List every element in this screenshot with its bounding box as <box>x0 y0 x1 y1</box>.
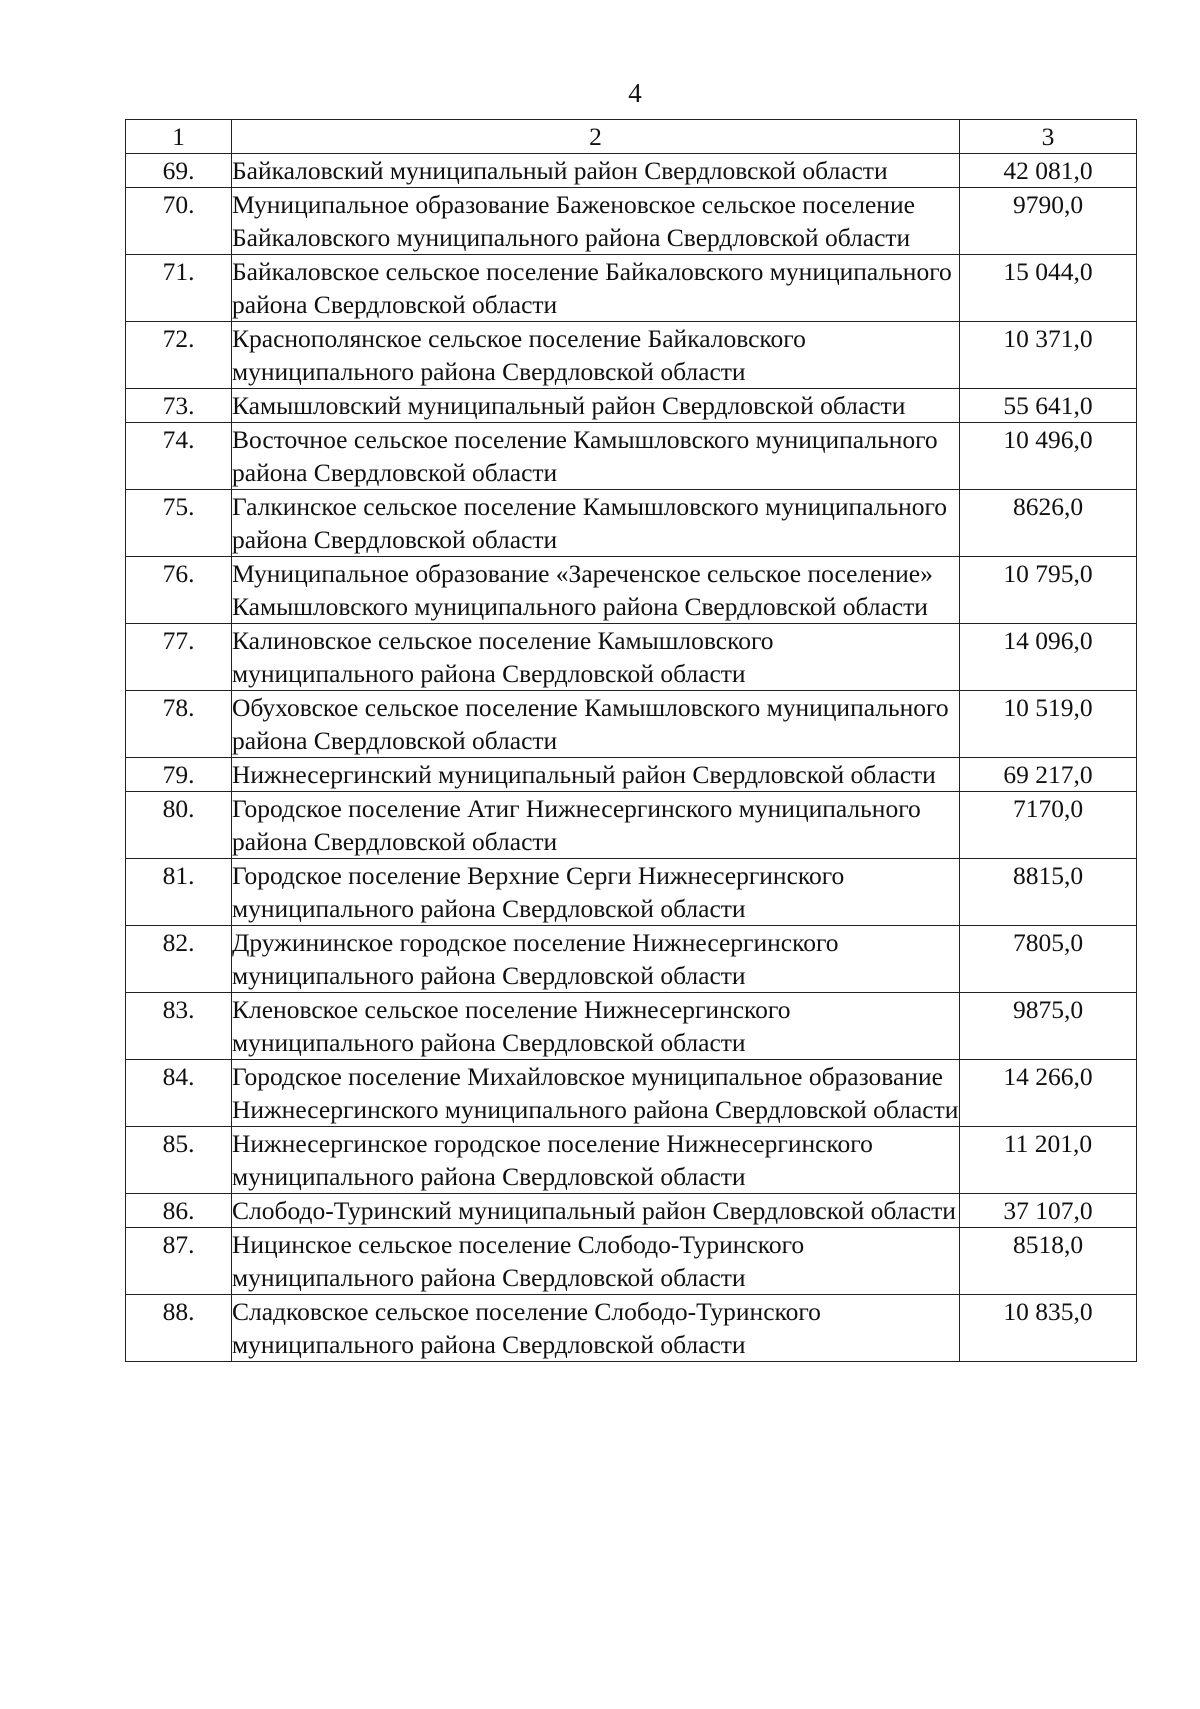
table-row <box>126 624 1137 691</box>
amount-value: 9790,0 <box>960 188 1137 255</box>
municipality-name: Краснополянское сельское поселение Байкаловского муниципального района Свердловской области <box>232 322 960 389</box>
table-row <box>126 322 1137 389</box>
municipality-name: Городское поселение Михайловское муниципальное образование Нижнесергинского муниципального района Свердловской области <box>232 1060 960 1127</box>
table-row <box>126 993 1137 1060</box>
amount-value: 55 641,0 <box>960 389 1137 423</box>
column-header-amount: 3 <box>960 120 1137 154</box>
table-row <box>126 255 1137 322</box>
municipality-name: Муниципальное образование Баженовское сельское поселение Байкаловского муниципального района Свердловской области <box>232 188 960 255</box>
table-row <box>126 758 1137 792</box>
amount-value: 10 496,0 <box>960 423 1137 490</box>
row-number: 72. <box>126 322 232 389</box>
amount-value: 14 096,0 <box>960 624 1137 691</box>
header-row <box>126 120 1137 154</box>
row-number: 87. <box>126 1228 232 1295</box>
row-number: 85. <box>126 1127 232 1194</box>
row-number: 81. <box>126 859 232 926</box>
amount-value: 7805,0 <box>960 926 1137 993</box>
table-row <box>126 691 1137 758</box>
row-number: 76. <box>126 557 232 624</box>
municipality-name: Нижнесергинский муниципальный район Свердловской области <box>232 758 960 792</box>
amount-value: 69 217,0 <box>960 758 1137 792</box>
row-number: 79. <box>126 758 232 792</box>
amount-value: 15 044,0 <box>960 255 1137 322</box>
amount-value: 10 795,0 <box>960 557 1137 624</box>
municipality-name: Восточное сельское поселение Камышловского муниципального района Свердловской области <box>232 423 960 490</box>
municipality-name: Кленовское сельское поселение Нижнесергинского муниципального района Свердловской области <box>232 993 960 1060</box>
table-row <box>126 859 1137 926</box>
municipality-name: Муниципальное образование «Зареченское сельское поселение» Камышловского муниципального района Свердловской области <box>232 557 960 624</box>
municipality-name: Калиновское сельское поселение Камышловского муниципального района Свердловской области <box>232 624 960 691</box>
municipality-name: Байкаловское сельское поселение Байкаловского муниципального района Свердловской области <box>232 255 960 322</box>
municipality-name: Галкинское сельское поселение Камышловского муниципального района Свердловской области <box>232 490 960 557</box>
amount-value: 10 371,0 <box>960 322 1137 389</box>
table-row <box>126 792 1137 859</box>
amount-value: 42 081,0 <box>960 154 1137 188</box>
table-row <box>126 188 1137 255</box>
column-header-name: 2 <box>232 120 960 154</box>
municipality-name: Сладковское сельское поселение Слободо-Туринского муниципального района Свердловской области <box>232 1295 960 1362</box>
municipality-name: Байкаловский муниципальный район Свердловской области <box>232 154 960 188</box>
column-header-number: 1 <box>126 120 232 154</box>
row-number: 78. <box>126 691 232 758</box>
amount-value: 11 201,0 <box>960 1127 1137 1194</box>
row-number: 70. <box>126 188 232 255</box>
table-row <box>126 423 1137 490</box>
row-number: 80. <box>126 792 232 859</box>
row-number: 75. <box>126 490 232 557</box>
amount-value: 10 519,0 <box>960 691 1137 758</box>
municipality-name: Городское поселение Верхние Серги Нижнесергинского муниципального района Свердловской области <box>232 859 960 926</box>
municipality-name: Нижнесергинское городское поселение Нижнесергинского муниципального района Свердловской области <box>232 1127 960 1194</box>
amount-value: 8518,0 <box>960 1228 1137 1295</box>
row-number: 74. <box>126 423 232 490</box>
table-row <box>126 1228 1137 1295</box>
row-number: 88. <box>126 1295 232 1362</box>
amount-value: 9875,0 <box>960 993 1137 1060</box>
table-row <box>126 926 1137 993</box>
table-row <box>126 154 1137 188</box>
row-number: 77. <box>126 624 232 691</box>
row-number: 71. <box>126 255 232 322</box>
row-number: 84. <box>126 1060 232 1127</box>
table-row <box>126 1127 1137 1194</box>
amount-value: 7170,0 <box>960 792 1137 859</box>
row-number: 69. <box>126 154 232 188</box>
amount-value: 10 835,0 <box>960 1295 1137 1362</box>
municipality-name: Городское поселение Атиг Нижнесергинского муниципального района Свердловской области <box>232 792 960 859</box>
row-number: 73. <box>126 389 232 423</box>
table-row <box>126 557 1137 624</box>
table-row <box>126 389 1137 423</box>
row-number: 82. <box>126 926 232 993</box>
municipality-name: Камышловский муниципальный район Свердловской области <box>232 389 960 423</box>
municipality-name: Обуховское сельское поселение Камышловского муниципального района Свердловской области <box>232 691 960 758</box>
amount-value: 37 107,0 <box>960 1194 1137 1228</box>
amount-value: 8815,0 <box>960 859 1137 926</box>
table-header <box>126 120 1137 154</box>
table-row <box>126 1295 1137 1362</box>
municipality-name: Ницинское сельское поселение Слободо-Туринского муниципального района Свердловской области <box>232 1228 960 1295</box>
row-number: 86. <box>126 1194 232 1228</box>
municipality-name: Дружининское городское поселение Нижнесергинского муниципального района Свердловской области <box>232 926 960 993</box>
table-row <box>126 1194 1137 1228</box>
municipality-name: Слободо-Туринский муниципальный район Свердловской области <box>232 1194 960 1228</box>
row-number: 83. <box>126 993 232 1060</box>
page-number: 4 <box>628 78 642 108</box>
table-body <box>126 154 1137 1362</box>
table-row <box>126 1060 1137 1127</box>
amount-value: 8626,0 <box>960 490 1137 557</box>
allocation-table <box>125 119 1137 1362</box>
table-row <box>126 490 1137 557</box>
amount-value: 14 266,0 <box>960 1060 1137 1127</box>
